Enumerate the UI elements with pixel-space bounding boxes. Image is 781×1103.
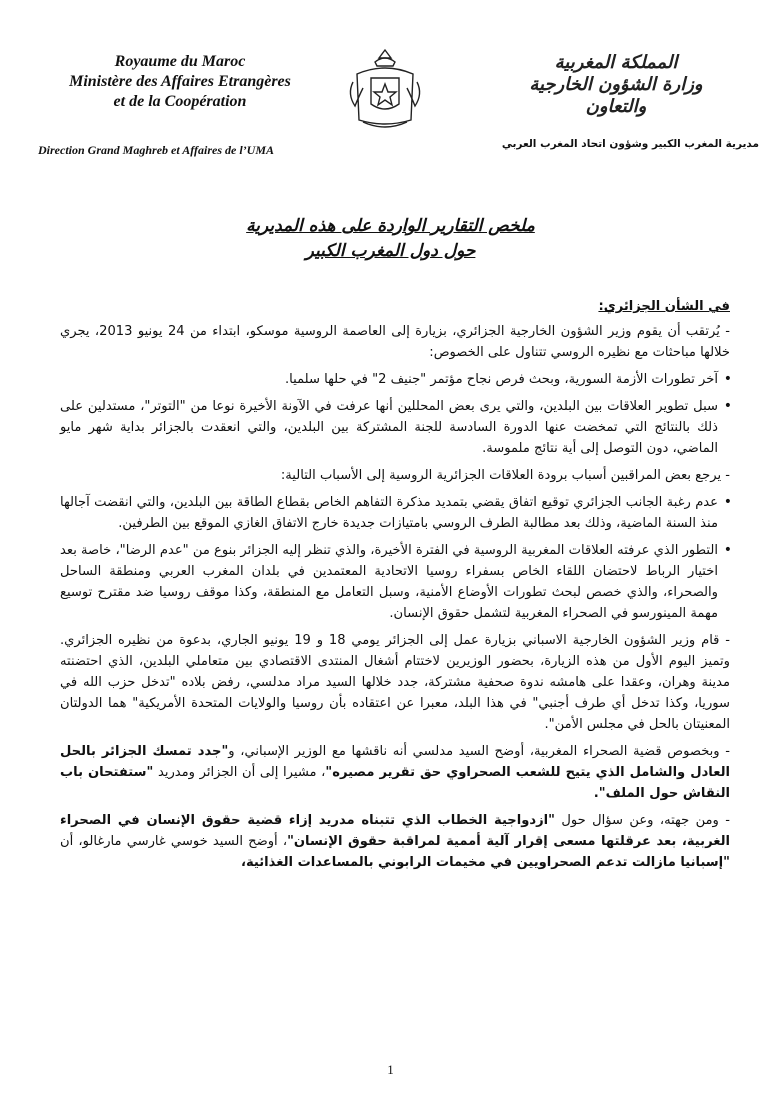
page-number: 1 (387, 1062, 394, 1077)
header-left (30, 52, 330, 157)
document-body (60, 296, 730, 879)
header-right-direction: مديرية المغرب الكبير وشؤون اتحاد المغرب العربي (501, 138, 759, 150)
paragraph-1: - يُرتقب أن يقوم وزير الشؤون الخارجية الجزائري، بزيارة إلى العاصمة الروسية موسكو، ابتداء من 24 يونيو 2013، يجري خلالها مباحثات مع نظيره الروسي تتناول على الخصوص: (60, 324, 730, 360)
header-left-direction: Direction Grand Maghreb et Affaires de l’UMA (38, 143, 275, 157)
title-line-2: حول دول المغرب الكبير (305, 241, 476, 261)
paragraph-5-part-a: - ومن جهته، وعن سؤال حول (554, 813, 730, 828)
paragraph-5-quote-2: "إسبانيا مازالت تدعم الصحراويين في مخيمات الرابوني بالمساعدات الغذائية، (240, 855, 730, 870)
document-title (0, 214, 781, 264)
header-right-line-1: المملكة المغربية (554, 52, 678, 73)
bullet-3: • عدم رغبة الجانب الجزائري توقيع اتفاق يقضي بتمديد مذكرة التفاهم الخاص بقطاع الطاقة بين البلدين، والتي انقضت آجالها منذ السنة الماضية، وذلك بعد مطالبة الطرف الروسي بامتيازات جديدة خارج الاتفاق الغازي الموقع بين الطرفين. (60, 492, 730, 534)
header-left-line-3: et de la Coopération (113, 93, 247, 110)
paragraph-4-part-a: - وبخصوص قضية الصحراء المغربية، أوضح السيد مدلسي أنه ناقشها مع الوزير الإسباني، و (228, 744, 730, 759)
header-right-line-3: والتعاون (585, 96, 647, 117)
paragraph-3: - قام وزير الشؤون الخارجية الاسباني بزيارة عمل إلى الجزائر يومي 18 و 19 يونيو الجاري، بدعوة من نظيره الجزائري. وتميز اليوم الأول من هذه الزيارة، بحضور الوزيرين لاختتام أشغال المنتدى الاقتصادي بين متعاملي البلدين، الذي احتضنته مدينة وهران، وعقدا على هامشه ندوة صحفية مشتركة، جدد خلالها السيد مراد مدلسي، رفض بلاده "تدخل حزب الله في سوريا، وكذا تدخل أي طرف أجنبي" في هذا البلد، معبرا عن اعتقاده بأن روسيا والولايات المتحدة الأمريكية" هما الدولتان المعنيتان بالحل في مجلس الأمن". (60, 633, 730, 732)
bullet-2: • سبل تطوير العلاقات بين البلدين، والتي يرى بعض المحللين أنها عرفت في الآونة الأخيرة نوعا من "التوتر"، مستدلين على ذلك بالنتائج التي تمخضت عنها الدورة السادسة للجنة المشتركة بين البلدين، والتي انعقدت بالجزائر بداية شهر مايو الماضي، دون التوصل إلى أية نتائج ملموسة. (60, 396, 730, 459)
paragraph-4-part-c: ، مشيرا إلى أن الجزائر ومدريد (153, 765, 326, 780)
section-heading: في الشأن الجزائري: (598, 299, 730, 314)
bullet-4: • التطور الذي عرفته العلاقات المغربية الروسية في الفترة الأخيرة، والذي تنظر إليه الجزائر بنوع من "عدم الرضا"، خاصة بعد اختيار الرباط لاحتضان اللقاء الخاص بسفراء روسيا الاتحادية المعتمدين في بلدان المغرب العربي ومنطقة الساحل والصحراء، والذي خصص لبحث تطورات الأوضاع الأمنية، وسبل التعامل مع المنطقة، وكذا موقف روسيا ضد مقترح توسيع مهمة المينورسو في الصحراء المغربية لتشمل حقوق الإنسان. (60, 540, 730, 624)
paragraph-5-part-c: ، أوضح السيد خوسي غارسي مارغالو، أن (60, 834, 288, 849)
coat-of-arms-emblem-icon (345, 48, 425, 132)
paragraph-2: - يرجع بعض المراقبين أسباب برودة العلاقات الجزائرية الروسية إلى الأسباب التالية: (280, 468, 730, 483)
header-left-line-1: Royaume du Maroc (114, 53, 246, 70)
paragraph-5-quote-1: "ازدواجية الخطاب الذي تتبناه مدريد إزاء قضية حقوق الإنسان في الصحراء الغربية، بعد عرقلتها مسعى إقرار آلية أممية لمراقبة حقوق الإنسان" (60, 813, 731, 849)
header-left-line-2: Ministère des Affaires Etrangères (69, 73, 291, 90)
paragraph-4-quote-2: "ستفتحان باب النقاش حول الملف". (60, 765, 730, 801)
header-right-line-2: وزارة الشؤون الخارجية (529, 74, 703, 95)
paragraph-4 (60, 741, 730, 804)
title-line-1: ملخص التقارير الواردة على هذه المديرية (246, 216, 535, 236)
header-right (491, 52, 759, 150)
paragraph-4-quote-1: "جدد تمسك الجزائر بالحل العادل والشامل الذي يتيح للشعب الصحراوي حق تقرير مصيره" (60, 744, 730, 780)
paragraph-5 (60, 810, 730, 873)
bullet-1: • آخر تطورات الأزمة السورية، وبحث فرص نجاح مؤتمر "جنيف 2" في حلها سلميا. (60, 369, 730, 390)
